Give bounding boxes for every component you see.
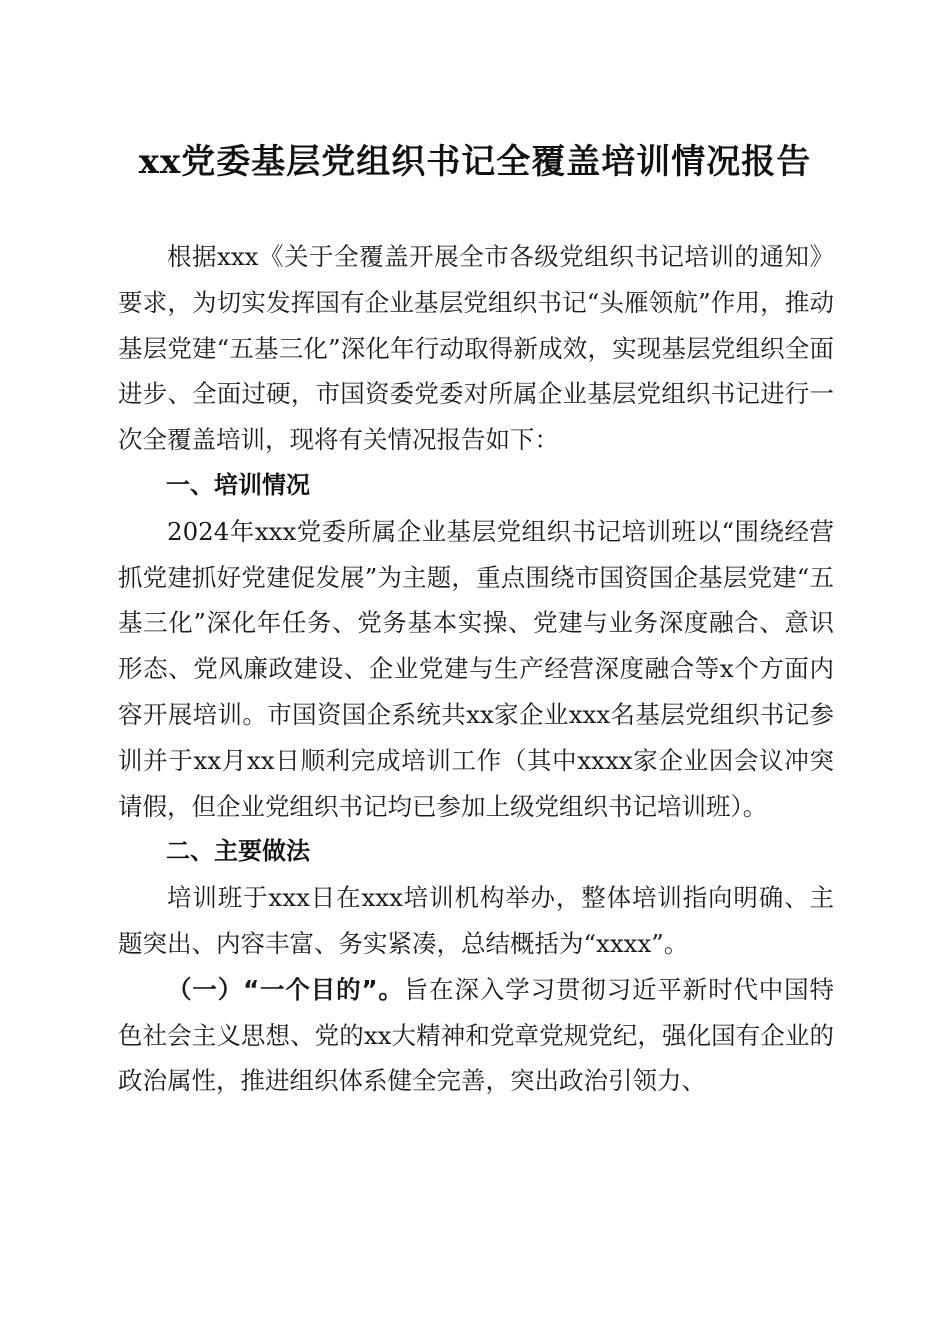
training-status-paragraph: 2024年xxx党委所属企业基层党组织书记培训班以“围绕经营抓党建抓好党建促发展”为主题，重点围绕市国资国企基层党建“五基三化”深化年任务、党务基本实操、党建与业务深度融合、意识形态、党风廉政建设、企业党建与生产经营深度融合等x个方面内容开展培训。市国资国企系统共xx家企业xxx名基层党组织书记参训并于xx月xx日顺利完成培训工作（其中xxxx家企业因会议冲突请假，但企业党组织书记均已参加上级党组织书记培训班）。 xyxy=(118,516,834,821)
section-heading-training-status: 一、培训情况 xyxy=(166,470,310,499)
document-title: xx党委基层党组织书记全覆盖培训情况报告 xyxy=(138,142,812,182)
purpose-paragraph xyxy=(118,967,834,1104)
subheading-one-purpose: （一）“一个目的”。 xyxy=(167,974,404,1004)
document-body xyxy=(118,234,834,1104)
main-practices-paragraph: 培训班于xxx日在xxx培训机构举办，整体培训指向明确、主题突出、内容丰富、务实紧凑，总结概括为“xxxx”。 xyxy=(118,883,834,958)
section-heading-main-practices: 二、主要做法 xyxy=(166,837,310,866)
intro-paragraph: 根据xxx《关于全覆盖开展全市各级党组织书记培训的通知》要求，为切实发挥国有企业基层党组织书记“头雁领航”作用，推动基层党建“五基三化”深化年行动取得新成效，实现基层党组织全面进步、全面过硬，市国资委党委对所属企业基层党组织书记进行一次全覆盖培训，现将有关情况报告如下： xyxy=(118,242,834,455)
purpose-paragraph-text: 旨在深入学习贯彻习近平新时代中国特色社会主义思想、党的xx大精神和党章党规党纪，强化国有企业的政治属性，推进组织体系健全完善，突出政治引领力、 xyxy=(118,974,834,1096)
